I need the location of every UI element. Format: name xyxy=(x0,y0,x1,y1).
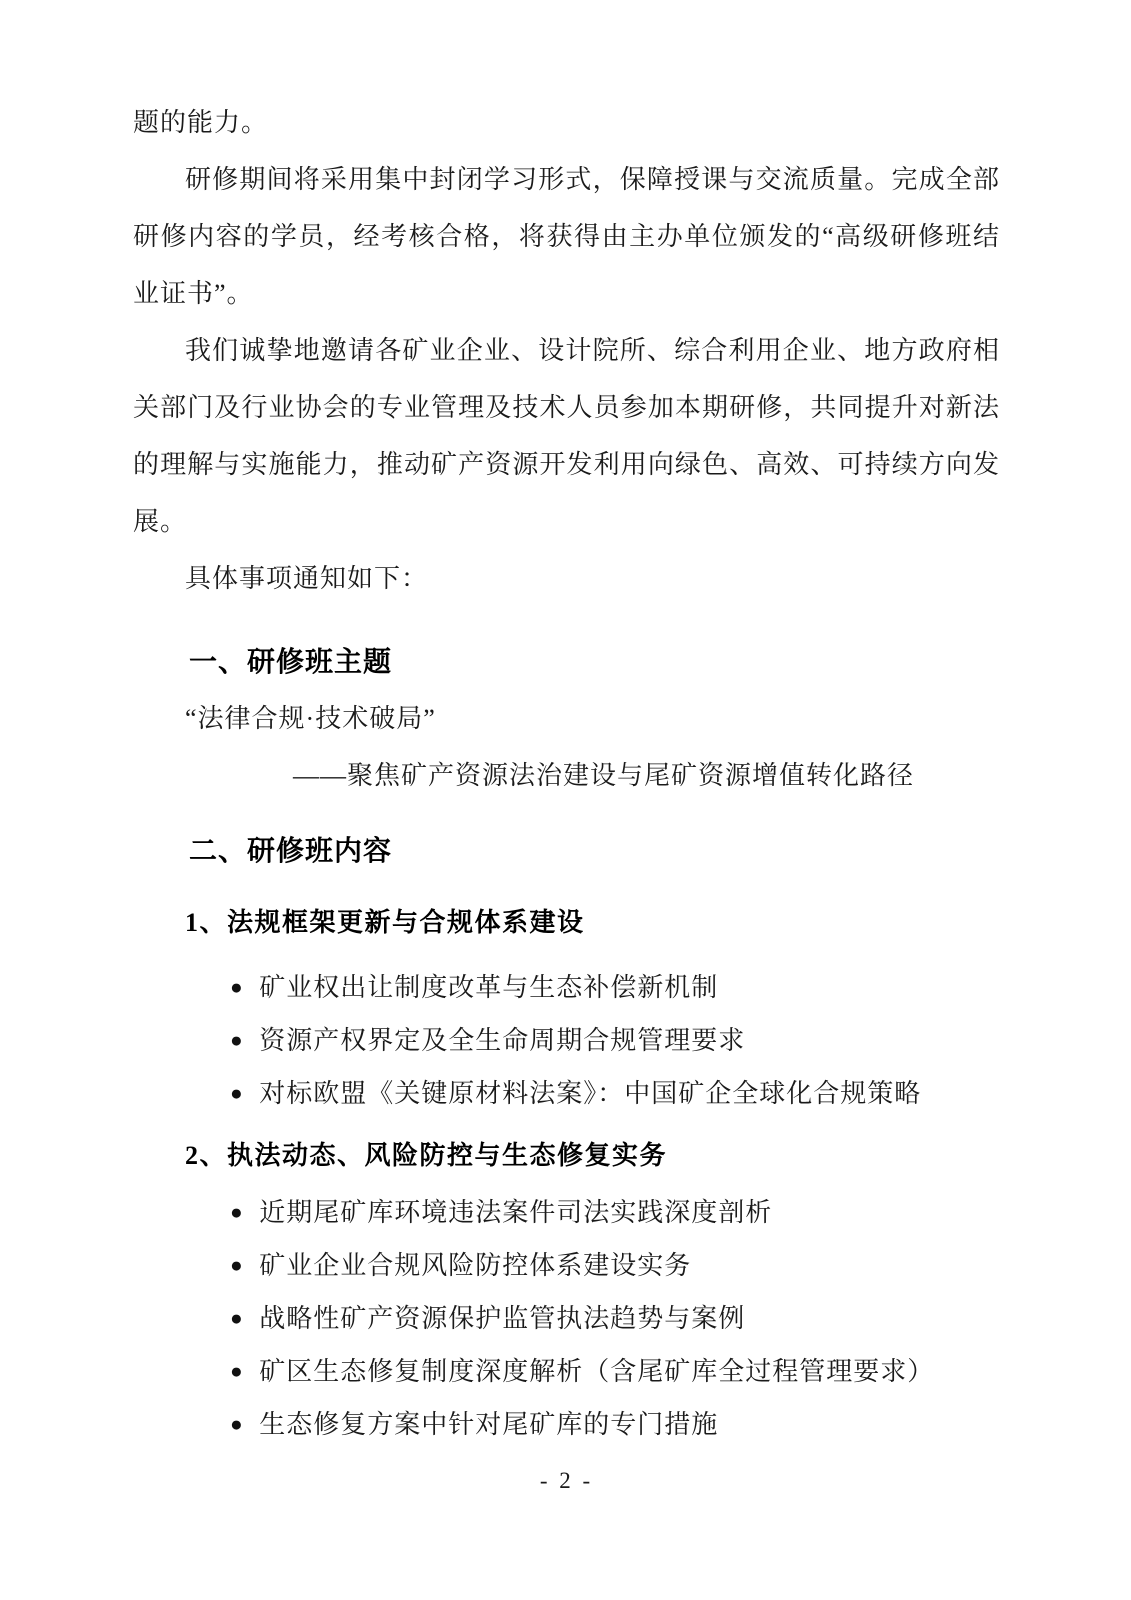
bullet-item xyxy=(133,1068,1000,1121)
paragraph-training-format: 研修期间将采用集中封闭学习形式，保障授课与交流质量。完成全部研修内容的学员，经考核合格，将获得由主办单位颁发的“高级研修班结业证书”。 xyxy=(133,165,1000,308)
bullet-icon: ● xyxy=(230,975,244,999)
bullet-text: 对标欧盟《关键原材料法案》：中国矿企全球化合规策略 xyxy=(259,1079,922,1108)
bullet-text: 近期尾矿库环境违法案件司法实践深度剖析 xyxy=(259,1198,773,1227)
bullet-text: 战略性矿产资源保护监管执法趋势与案例 xyxy=(259,1304,746,1333)
bullet-icon: ● xyxy=(230,1412,244,1436)
bullet-text: 资源产权界定及全生命周期合规管理要求 xyxy=(259,1026,746,1055)
bullet-item xyxy=(133,1240,1000,1293)
heading-subsection-2: 2、执法动态、风险防控与生态修复实务 xyxy=(185,1141,668,1170)
bullet-item xyxy=(133,1399,1000,1452)
heading-section-two: 二、研修班内容 xyxy=(189,835,393,866)
bullet-icon: ● xyxy=(230,1253,244,1277)
bullet-text: 矿区生态修复制度深度解析（含尾矿库全过程管理要求） xyxy=(259,1357,935,1386)
theme-quote: “法律合规·技术破局” xyxy=(185,704,436,733)
bullet-text: 矿业权出让制度改革与生态补偿新机制 xyxy=(259,973,719,1002)
bullet-text: 矿业企业合规风险防控体系建设实务 xyxy=(259,1251,692,1280)
bullet-item xyxy=(133,1015,1000,1068)
theme-subtitle: ——聚焦矿产资源法治建设与尾矿资源增值转化路径 xyxy=(293,761,915,790)
bullet-icon: ● xyxy=(230,1306,244,1330)
paragraph-invitation: 我们诚挚地邀请各矿业企业、设计院所、综合利用企业、地方政府相关部门及行业协会的专业管理及技术人员参加本期研修，共同提升对新法的理解与实施能力，推动矿产资源开发利用向绿色、高效、可持续方向发展。 xyxy=(133,336,1000,536)
bullet-icon: ● xyxy=(230,1359,244,1383)
bullet-item xyxy=(133,1346,1000,1399)
bullet-text: 生态修复方案中针对尾矿库的专门措施 xyxy=(259,1410,719,1439)
bullet-icon: ● xyxy=(230,1081,244,1105)
page-number: - 2 - xyxy=(539,1468,594,1493)
bullet-list-subsection-1 xyxy=(133,962,1000,1121)
bullet-item xyxy=(133,962,1000,1015)
paragraph-continuation: 题的能力。 xyxy=(133,108,269,137)
bullet-item xyxy=(133,1187,1000,1240)
bullet-icon: ● xyxy=(230,1200,244,1224)
heading-subsection-1: 1、法规框架更新与合规体系建设 xyxy=(185,908,585,937)
heading-section-one: 一、研修班主题 xyxy=(189,646,393,677)
bullet-list-subsection-2 xyxy=(133,1187,1000,1452)
bullet-item xyxy=(133,1293,1000,1346)
paragraph-notice-follows: 具体事项通知如下： xyxy=(185,564,429,593)
bullet-icon: ● xyxy=(230,1028,244,1052)
